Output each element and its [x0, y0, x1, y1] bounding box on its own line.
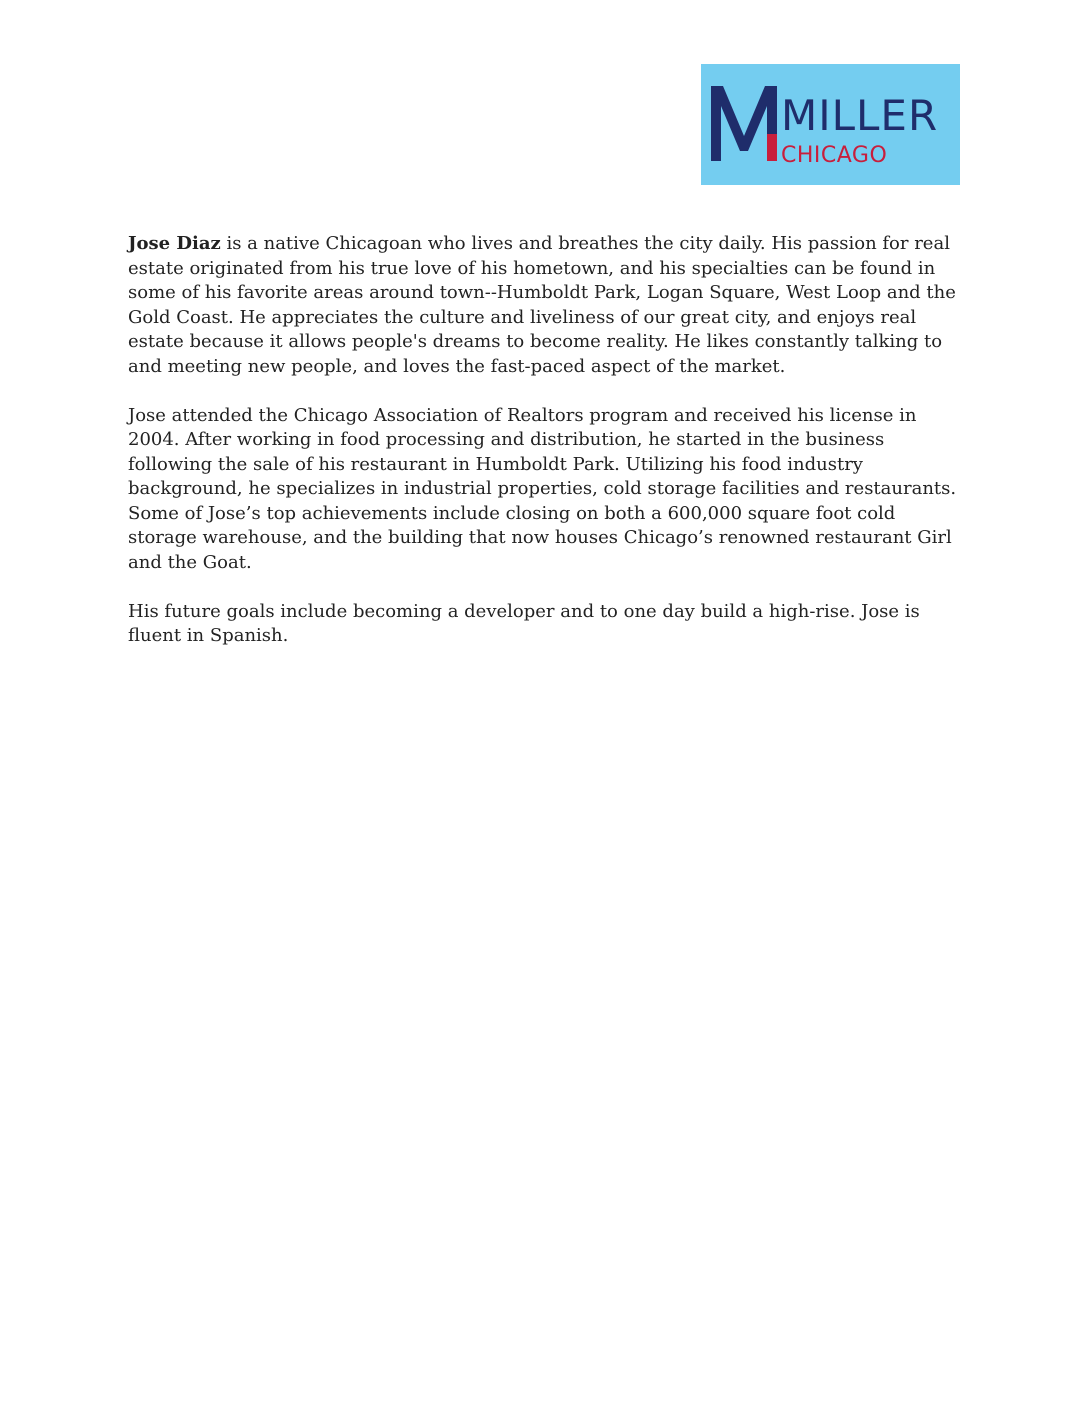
bio-body: [128, 232, 963, 673]
miller-chicago-logo: [701, 64, 960, 185]
bio-paragraph-1: [128, 232, 963, 379]
bio-paragraph-1-text: is a native Chicagoan who lives and breathes the city daily. His passion for real estate originated from his true love of his hometown, and his specialties can be found in some of his favorite areas around town--Humboldt Park, Logan Square, West Loop and the Gold Coast. He appreciates the culture and liveliness of our great city, and enjoys real estate because it allows people's dreams to become reality. He likes constantly talking to and meeting new people, and loves the fast-paced aspect of the market.: [128, 233, 956, 377]
bio-paragraph-2: Jose attended the Chicago Association of Realtors program and received his license in 2004. After working in food processing and distribution, he started in the business following the sale of his restaurant in Humboldt Park. Utilizing his food industry background, he specializes in industrial properties, cold storage facilities and restaurants. Some of Jose’s top achievements include closing on both a 600,000 square foot cold storage warehouse, and the building that now houses Chicago’s renowned restaurant Girl and the Goat.: [128, 404, 957, 573]
logo-word-bottom: CHICAGO: [781, 143, 888, 168]
logo-word-top: MILLER: [781, 91, 939, 140]
agent-name: Jose Diaz: [128, 233, 221, 254]
bio-paragraph-3: His future goals include becoming a developer and to one day build a high-rise. Jose is fluent in Spanish.: [128, 600, 920, 646]
